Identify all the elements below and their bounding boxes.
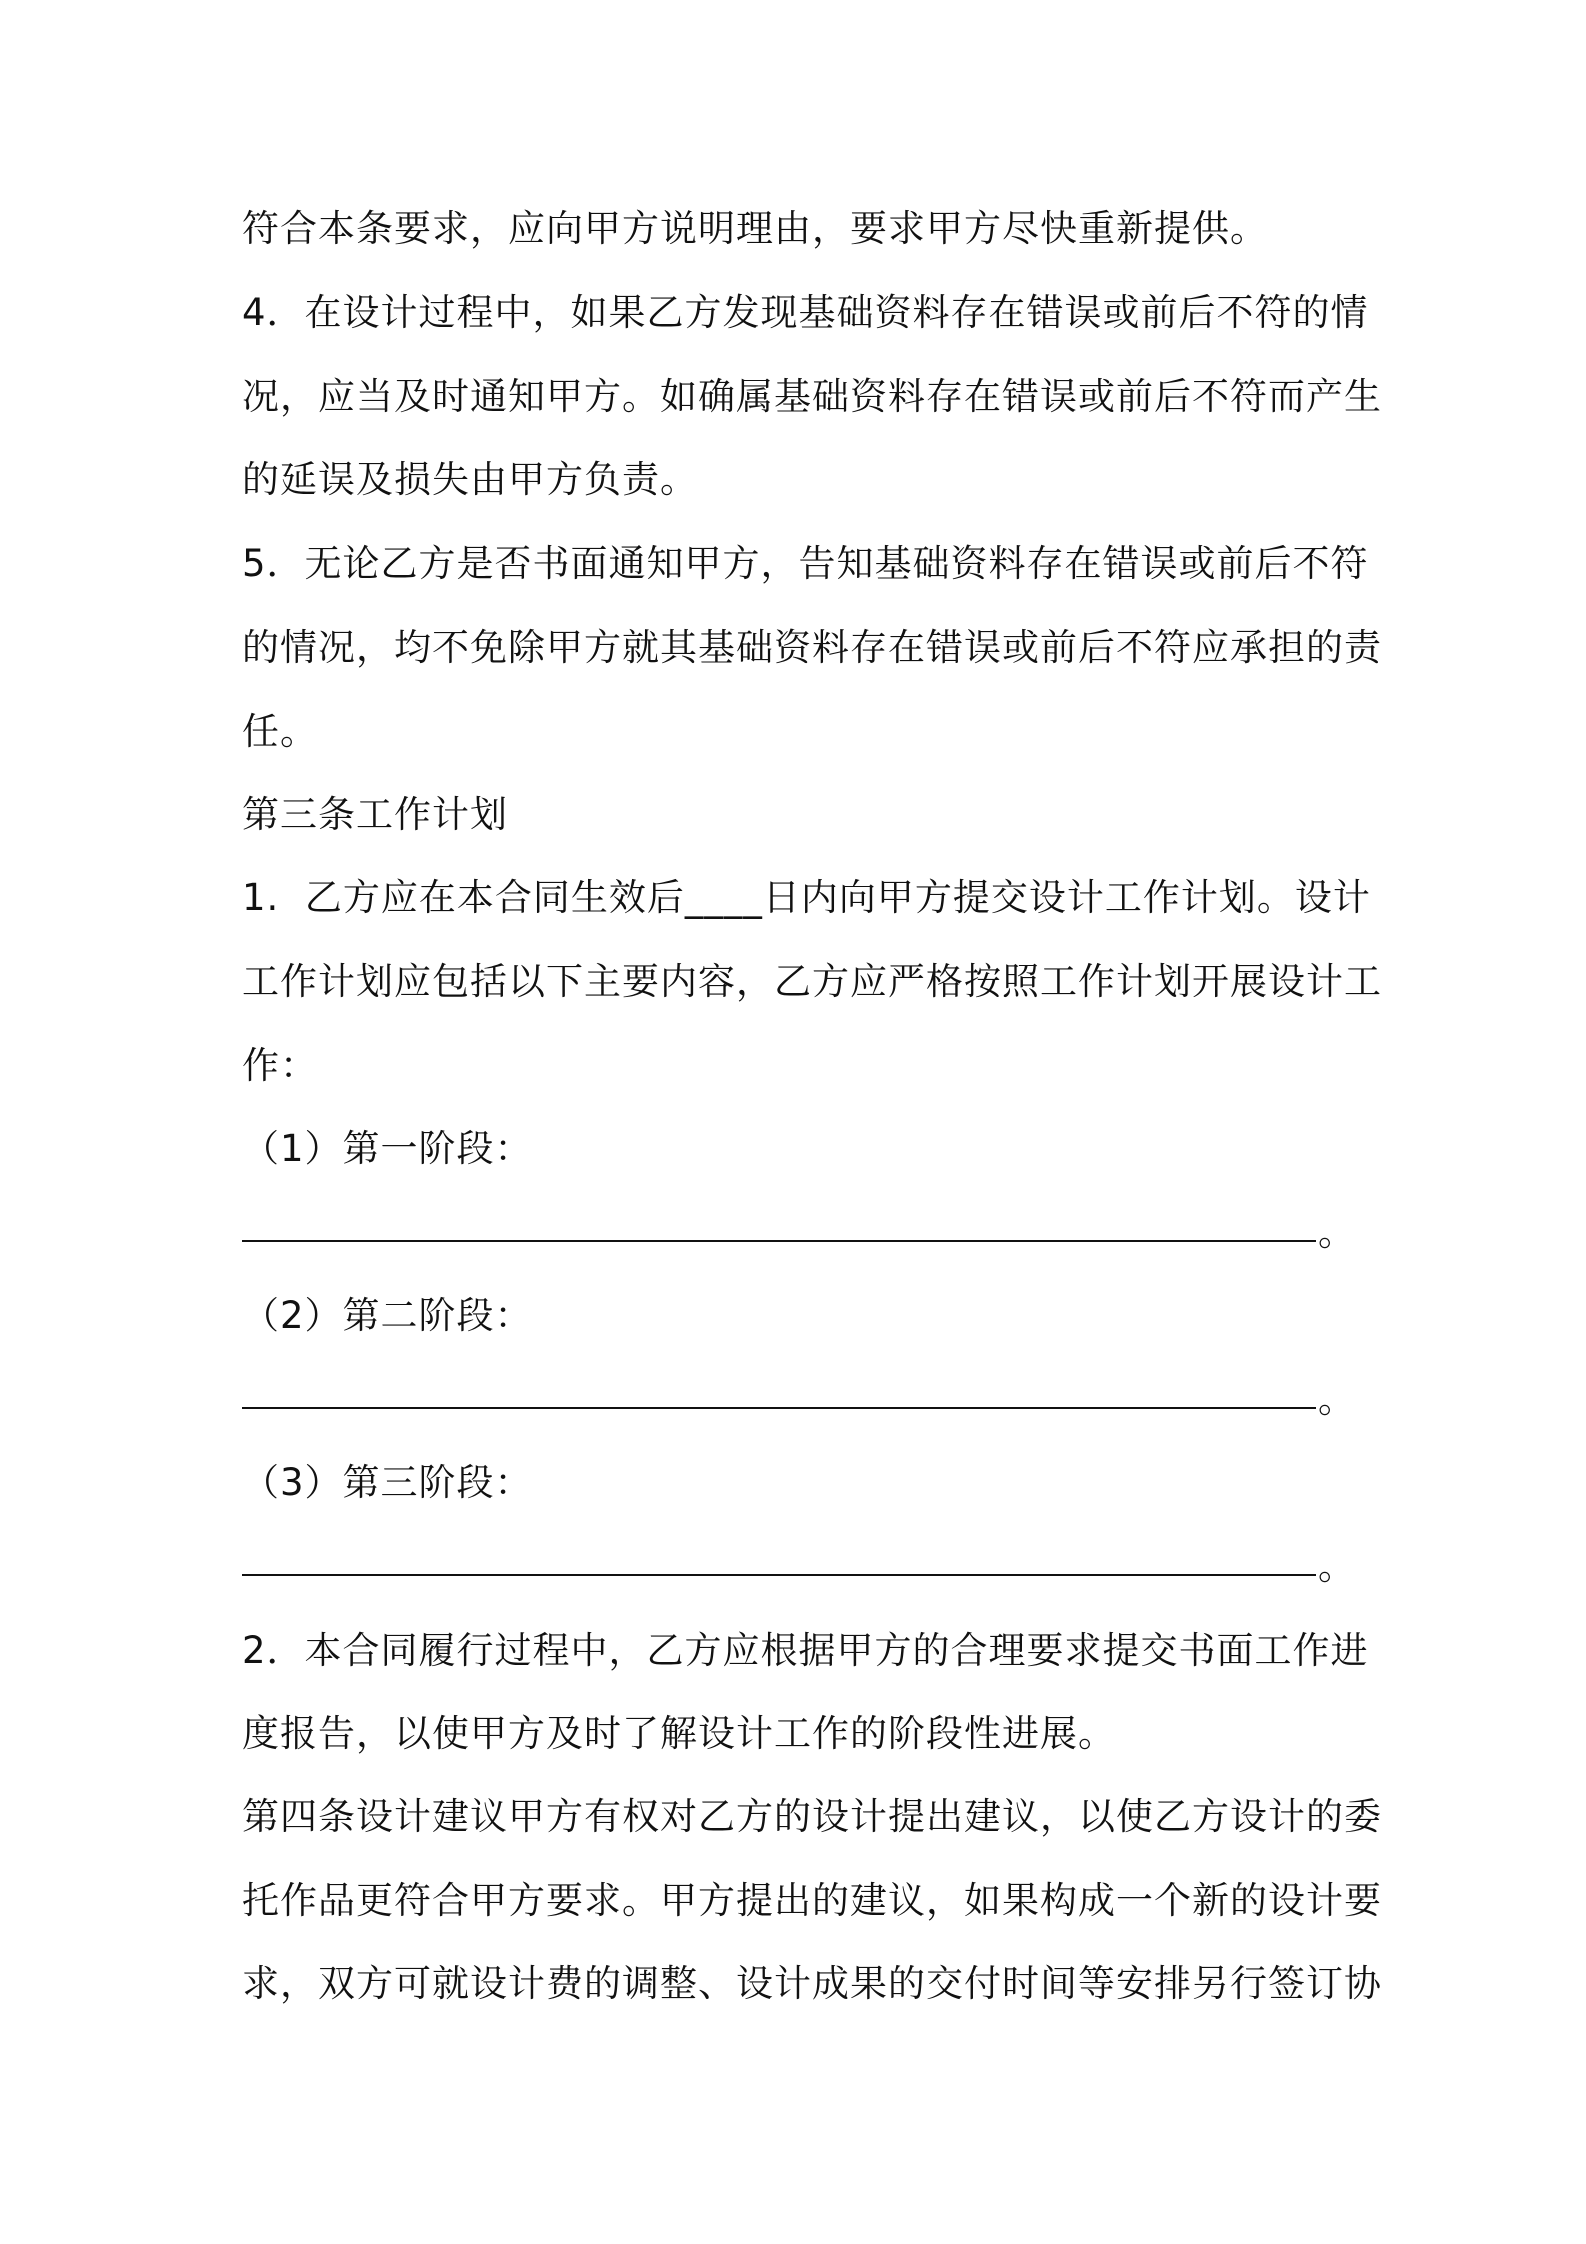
paragraph-line-11: 2．本合同履行过程中，乙方应根据甲方的合理要求提交书面工作进	[242, 1629, 1369, 1672]
stage-1-fill-line	[242, 1240, 1316, 1242]
paragraph-line-5: 5．无论乙方是否书面通知甲方，告知基础资料存在错误或前后不符	[242, 542, 1369, 585]
stage-3-label: （3）第三阶段：	[242, 1461, 533, 1504]
paragraph-line-2: 4．在设计过程中，如果乙方发现基础资料存在错误或前后不符的情	[242, 291, 1369, 334]
paragraph-line-6: 的情况，均不免除甲方就其基础资料存在错误或前后不符应承担的责	[242, 626, 1382, 669]
stage-2-period: 。	[1318, 1378, 1355, 1421]
paragraph-line-15: 求，双方可就设计费的调整、设计成果的交付时间等安排另行签订协	[242, 1962, 1382, 2005]
stage-2-fill-line	[242, 1407, 1316, 1409]
stage-2-blank	[242, 1375, 1355, 1425]
stage-1-period: 。	[1318, 1211, 1355, 1254]
paragraph-line-9: 工作计划应包括以下主要内容，乙方应严格按照工作计划开展设计工	[242, 960, 1382, 1003]
paragraph-line-4: 的延误及损失由甲方负责。	[242, 458, 698, 501]
paragraph-line-13: 第四条设计建议甲方有权对乙方的设计提出建议，以使乙方设计的委	[242, 1795, 1382, 1838]
section-heading-work-plan: 第三条工作计划	[242, 793, 508, 836]
paragraph-line-1: 符合本条要求，应向甲方说明理由，要求甲方尽快重新提供。	[242, 207, 1268, 250]
stage-1-blank	[242, 1208, 1355, 1258]
paragraph-line-3: 况，应当及时通知甲方。如确属基础资料存在错误或前后不符而产生	[242, 375, 1382, 418]
paragraph-line-12: 度报告，以使甲方及时了解设计工作的阶段性进展。	[242, 1712, 1116, 1755]
paragraph-line-7: 任。	[242, 710, 318, 753]
stage-1-label: （1）第一阶段：	[242, 1127, 533, 1170]
paragraph-line-14: 托作品更符合甲方要求。甲方提出的建议，如果构成一个新的设计要	[242, 1879, 1382, 1922]
stage-2-label: （2）第二阶段：	[242, 1294, 533, 1337]
stage-3-blank	[242, 1542, 1355, 1592]
stage-3-period: 。	[1318, 1545, 1355, 1588]
paragraph-line-8: 1. 乙方应在本合同生效后____日内向甲方提交设计工作计划。设计	[242, 876, 1371, 919]
stage-3-fill-line	[242, 1574, 1316, 1576]
paragraph-line-10: 作：	[242, 1044, 318, 1087]
